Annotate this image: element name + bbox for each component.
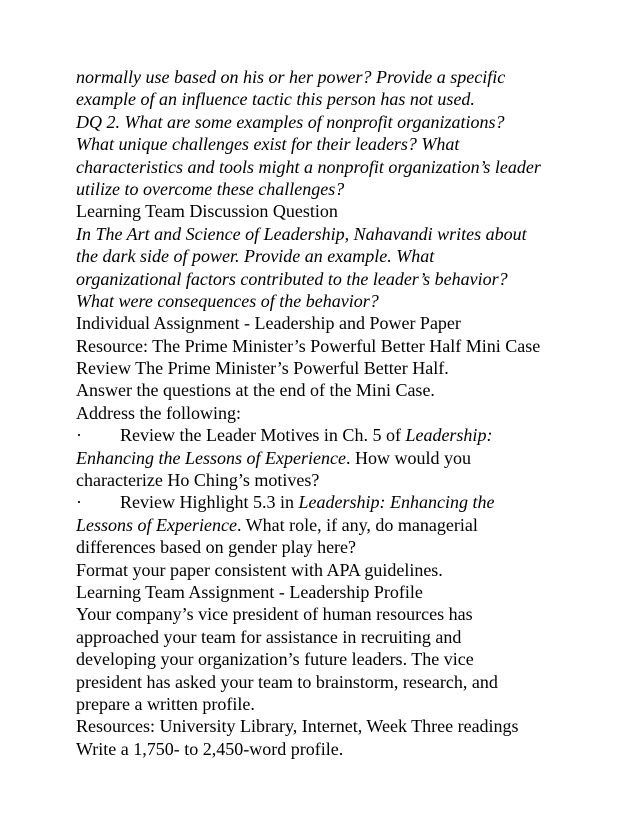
text-line (76, 402, 596, 424)
text-line (76, 379, 596, 401)
text-line (76, 536, 596, 558)
text-segment: What unique challenges exist for their leaders? What (76, 134, 460, 155)
text-line (76, 223, 596, 245)
text-line (76, 626, 596, 648)
text-segment: Review the Leader Motives in Ch. 5 of (120, 425, 406, 446)
text-segment: Address the following: (76, 402, 241, 423)
text-segment: Leadership: Enhancing the (298, 492, 495, 513)
text-line (76, 178, 596, 200)
text-line (76, 156, 596, 178)
text-segment: What were consequences of the behavior? (76, 290, 379, 311)
text-segment: Review Highlight 5.3 in (120, 492, 299, 513)
text-line (76, 357, 596, 379)
text-segment: Review The Prime Minister’s Powerful Better Half. (76, 358, 449, 379)
text-segment: characteristics and tools might a nonprofit organization’s leader (76, 156, 541, 177)
text-segment: Your company’s vice president of human resources has (76, 604, 473, 625)
text-segment: the dark side of power. Provide an example. What (76, 246, 435, 267)
text-segment: organizational factors contributed to the leader’s behavior? (76, 268, 508, 289)
text-segment: utilize to overcome these challenges? (76, 178, 345, 199)
text-segment: In The Art and Science of Leadership, Nahavandi writes about (76, 223, 527, 244)
text-segment: Write a 1,750- to 2,450-word profile. (76, 738, 344, 759)
bullet-marker: · (76, 425, 82, 446)
text-segment: Learning Team Discussion Question (76, 201, 338, 222)
text-segment: president has asked your team to brainstorm, research, and (76, 671, 498, 692)
text-line (76, 335, 596, 357)
text-line (76, 715, 596, 737)
text-segment: developing your organization’s future leaders. The vice (76, 649, 474, 670)
text-line (76, 514, 596, 536)
text-line (76, 491, 596, 513)
text-line (76, 111, 596, 133)
text-segment: . What role, if any, do managerial (236, 514, 478, 535)
text-segment: Learning Team Assignment - Leadership Profile (76, 581, 423, 602)
text-line (76, 469, 596, 491)
text-segment: DQ 2. What are some examples of nonprofit organizations? (76, 111, 505, 132)
text-line (76, 290, 596, 312)
document-body (76, 66, 596, 760)
text-line (76, 88, 596, 110)
text-segment: Individual Assignment - Leadership and Power Paper (76, 313, 461, 334)
text-line (76, 200, 596, 222)
text-segment: normally use based on his or her power? Provide a specific (76, 67, 506, 87)
text-line (76, 603, 596, 625)
text-segment: Leadership: (405, 425, 493, 446)
text-line (76, 245, 596, 267)
text-segment: prepare a written profile. (76, 693, 255, 714)
text-line (76, 447, 596, 469)
text-segment: . How would you (345, 447, 471, 468)
text-line (76, 648, 596, 670)
text-segment: Resource: The Prime Minister’s Powerful Better Half Mini Case (76, 335, 541, 356)
text-segment: characterize Ho Ching’s motives? (76, 470, 320, 491)
text-segment: Lessons of Experience (76, 514, 237, 535)
text-line (76, 671, 596, 693)
text-line (76, 693, 596, 715)
text-line (76, 738, 596, 760)
text-line (76, 312, 596, 334)
text-line (76, 559, 596, 581)
text-segment: Enhancing the Lessons of Experience (76, 447, 346, 468)
text-line (76, 66, 596, 88)
text-segment: Answer the questions at the end of the Mini Case. (76, 380, 435, 401)
text-line (76, 581, 596, 603)
text-line (76, 424, 596, 446)
text-segment: example of an influence tactic this person has not used. (76, 89, 475, 110)
bullet-marker: · (76, 492, 82, 513)
text-segment: Resources: University Library, Internet, Week Three readings (76, 716, 519, 737)
text-segment: differences based on gender play here? (76, 537, 357, 558)
text-line (76, 133, 596, 155)
text-segment: Format your paper consistent with APA guidelines. (76, 559, 443, 580)
text-line (76, 268, 596, 290)
text-segment: approached your team for assistance in recruiting and (76, 626, 462, 647)
